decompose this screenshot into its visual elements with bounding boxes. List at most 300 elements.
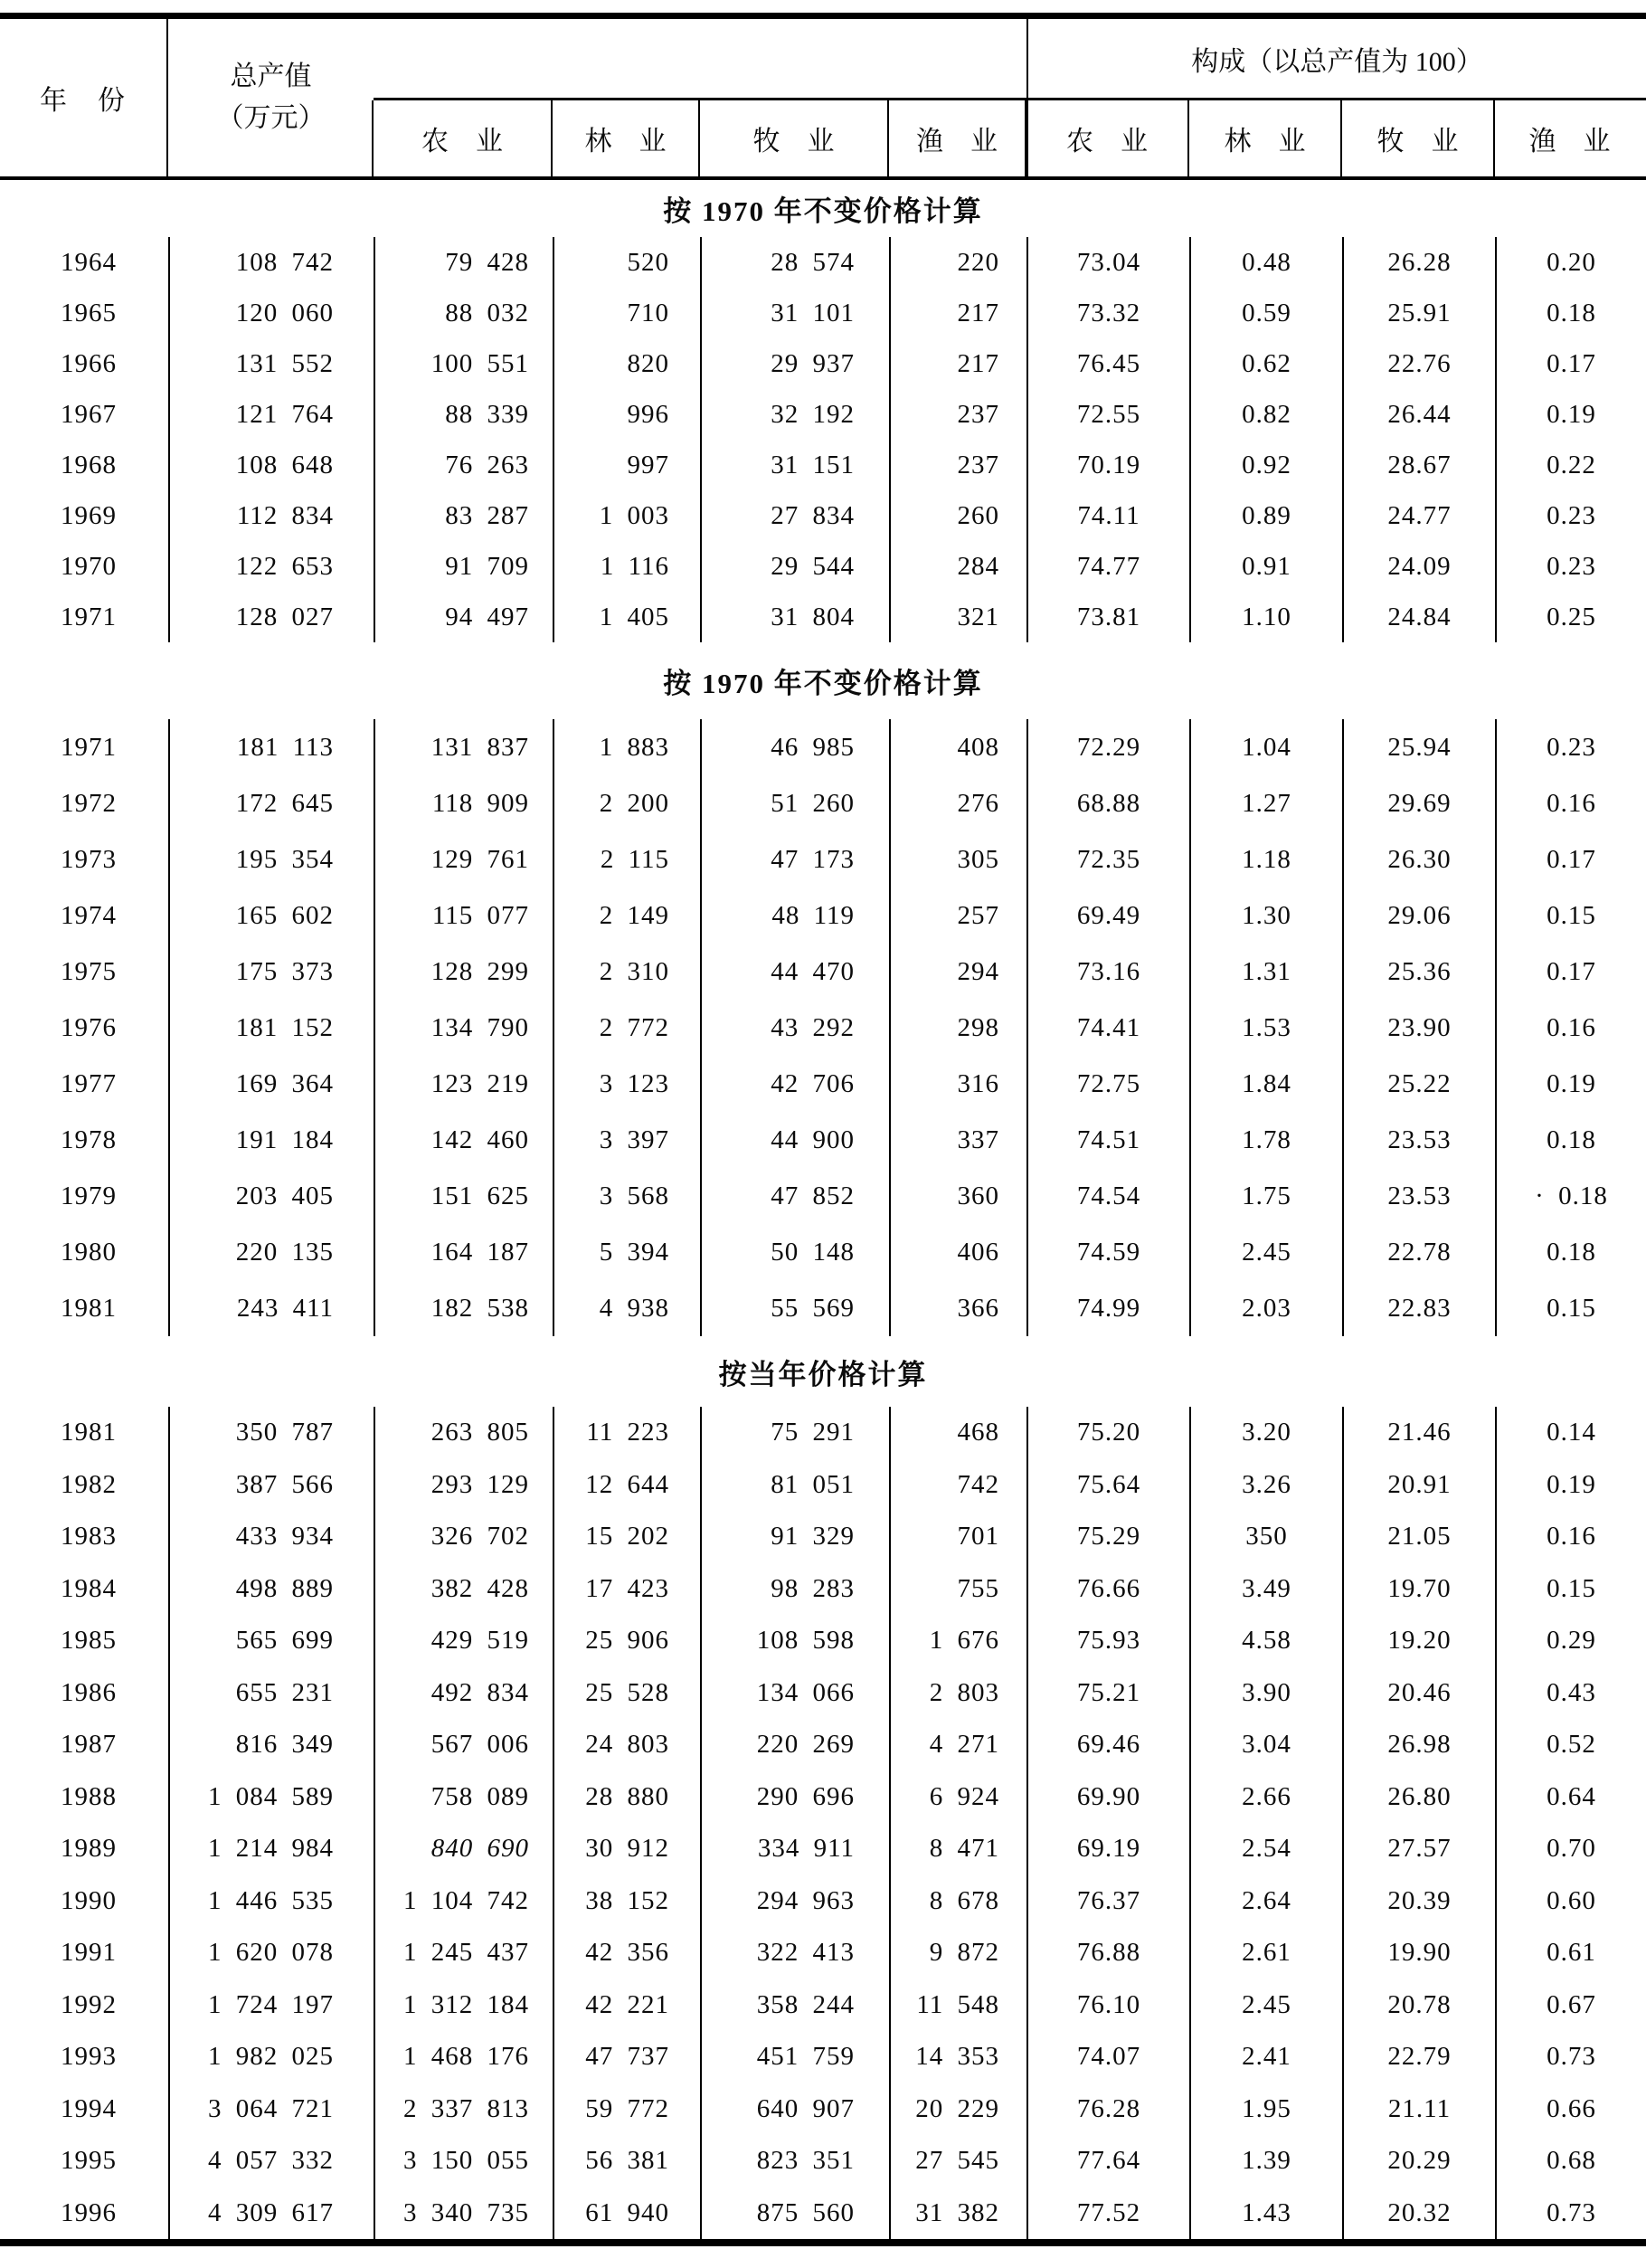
fishery-cell: 31 382 [889,2187,1026,2240]
year-cell: 1991 [61,1938,117,1968]
col-header-comp-fishery: 渔 业 [1493,100,1644,176]
comp-agriculture-cell: 74.11 [1026,490,1189,541]
comp-fishery-cell: 0.16 [1495,775,1646,831]
forestry-cell: 42 221 [553,1979,700,2032]
col-header-comp-forestry: 林 业 [1187,100,1340,176]
husbandry-cell: 640 907 [700,2083,889,2136]
forestry-cell: 30 912 [553,1823,700,1875]
year-cell: 1979 [61,1181,117,1210]
husbandry-cell: 50 148 [700,1224,889,1280]
fishery-cell: 237 [889,389,1026,440]
year-cell: 1971 [61,732,117,762]
forestry-cell: 12 644 [553,1459,700,1512]
comp-forestry-cell: 0.89 [1189,490,1342,541]
agriculture-cell: 131 837 [374,719,553,775]
comp-fishery-cell: 0.22 [1495,440,1646,490]
comp-fishery-cell: 0.67 [1495,1979,1646,2032]
total-output-cell: 181 152 [168,1000,374,1056]
table-row [0,1407,1646,1459]
agriculture-cell: 123 219 [374,1056,553,1112]
table-header [0,13,1646,180]
comp-agriculture-cell: 76.10 [1026,1979,1189,2032]
comp-husbandry-cell: 26.98 [1342,1719,1495,1771]
agriculture-cell: 115 077 [374,887,553,944]
forestry-cell: 2 200 [553,775,700,831]
total-output-cell: 191 184 [168,1112,374,1168]
forestry-cell: 17 423 [553,1563,700,1616]
comp-forestry-cell: 1.27 [1189,775,1342,831]
total-output-cell: 350 787 [168,1407,374,1459]
table-row [0,1927,1646,1979]
agriculture-cell: 2 337 813 [374,2083,553,2136]
comp-husbandry-cell: 24.77 [1342,490,1495,541]
total-output-cell: 1 214 984 [168,1823,374,1875]
agriculture-cell: 1 468 176 [374,2031,553,2083]
table-body [0,180,1646,2239]
husbandry-cell: 42 706 [700,1056,889,1112]
agriculture-cell: 100 551 [374,338,553,389]
comp-husbandry-cell: 23.90 [1342,1000,1495,1056]
comp-husbandry-cell: 20.32 [1342,2187,1495,2240]
comp-forestry-cell: 2.41 [1189,2031,1342,2083]
comp-forestry-cell: 2.66 [1189,1771,1342,1824]
table-row [0,1719,1646,1771]
fishery-cell: 408 [889,719,1026,775]
fishery-cell: 406 [889,1224,1026,1280]
fishery-cell: 701 [889,1511,1026,1563]
comp-fishery-cell: 0.18 [1495,1112,1646,1168]
comp-agriculture-cell: 69.90 [1026,1771,1189,1824]
agriculture-cell: 88 032 [374,288,553,338]
comp-agriculture-cell: 73.32 [1026,288,1189,338]
fishery-cell: 20 229 [889,2083,1026,2136]
col-header-fishery: 渔 业 [887,100,1025,176]
comp-husbandry-cell: 21.46 [1342,1407,1495,1459]
year-cell: 1992 [61,1989,117,2019]
comp-forestry-cell: 0.59 [1189,288,1342,338]
comp-husbandry-cell: 22.79 [1342,2031,1495,2083]
fishery-cell: 316 [889,1056,1026,1112]
table-row [0,541,1646,592]
forestry-cell: 42 356 [553,1927,700,1979]
total-output-header [168,19,374,176]
forestry-cell: 1 116 [553,541,700,592]
comp-fishery-cell: 0.23 [1495,719,1646,775]
comp-agriculture-cell: 75.93 [1026,1615,1189,1667]
comp-fishery-cell: 0.18 [1495,1224,1646,1280]
comp-forestry-cell: 2.54 [1189,1823,1342,1875]
agriculture-cell: 129 761 [374,831,553,887]
comp-agriculture-cell: 69.46 [1026,1719,1189,1771]
fishery-cell: 294 [889,944,1026,1000]
total-output-cell: 1 446 535 [168,1875,374,1928]
fishery-cell: 220 [889,237,1026,288]
forestry-cell: 3 568 [553,1168,700,1224]
agriculture-cell: 567 006 [374,1719,553,1771]
table-row [0,1979,1646,2032]
comp-agriculture-cell: 73.04 [1026,237,1189,288]
comp-fishery-cell: 0.73 [1495,2187,1646,2240]
comp-forestry-cell: 2.61 [1189,1927,1342,1979]
comp-agriculture-cell: 75.64 [1026,1459,1189,1512]
comp-agriculture-cell: 76.66 [1026,1563,1189,1616]
table-row [0,831,1646,887]
comp-fishery-cell: 0.61 [1495,1927,1646,1979]
section-title: 按 1970 年不变价格计算 [663,195,983,227]
comp-forestry-cell: 2.03 [1189,1280,1342,1336]
comp-husbandry-cell: 22.83 [1342,1280,1495,1336]
comp-husbandry-cell: 29.06 [1342,887,1495,944]
fishery-cell: 321 [889,592,1026,642]
forestry-cell: 61 940 [553,2187,700,2240]
comp-agriculture-cell: 68.88 [1026,775,1189,831]
comp-forestry-cell: 1.78 [1189,1112,1342,1168]
agriculture-cell: 79 428 [374,237,553,288]
comp-husbandry-cell: 29.69 [1342,775,1495,831]
fishery-cell: 8 471 [889,1823,1026,1875]
husbandry-cell: 358 244 [700,1979,889,2032]
forestry-cell: 2 115 [553,831,700,887]
year-cell: 1969 [61,500,117,530]
fishery-cell: 755 [889,1563,1026,1616]
comp-fishery-cell: 0.14 [1495,1407,1646,1459]
col-header-agriculture: 农 业 [372,100,551,176]
forestry-cell: 56 381 [553,2135,700,2187]
composition-group-header: 构成（以总产值为 100） [1191,46,1483,77]
table-row [0,719,1646,775]
total-output-cell: 816 349 [168,1719,374,1771]
forestry-cell: 1 003 [553,490,700,541]
comp-fishery-cell: 0.66 [1495,2083,1646,2136]
table-row [0,592,1646,642]
fishery-cell: 468 [889,1407,1026,1459]
total-output-cell: 203 405 [168,1168,374,1224]
year-cell: 1986 [61,1677,117,1707]
year-cell: 1967 [61,399,117,429]
comp-forestry-cell: 2.64 [1189,1875,1342,1928]
comp-forestry-cell: 1.43 [1189,2187,1342,2240]
table-row [0,944,1646,1000]
husbandry-cell: 29 544 [700,541,889,592]
total-output-cell: 108 742 [168,237,374,288]
comp-fishery-cell: 0.23 [1495,541,1646,592]
year-cell: 1977 [61,1068,117,1098]
husbandry-cell: 294 963 [700,1875,889,1928]
table-row [0,1771,1646,1824]
comp-fishery-cell: 0.64 [1495,1771,1646,1824]
year-cell: 1989 [61,1834,117,1864]
forestry-cell: 2 772 [553,1000,700,1056]
fishery-cell: 217 [889,288,1026,338]
fishery-cell: 6 924 [889,1771,1026,1824]
total-output-cell: 1 724 197 [168,1979,374,2032]
fishery-cell: 260 [889,490,1026,541]
forestry-cell: 47 737 [553,2031,700,2083]
forestry-cell: 28 880 [553,1771,700,1824]
comp-forestry-cell: 0.92 [1189,440,1342,490]
total-output-cell: 387 566 [168,1459,374,1512]
year-cell: 1968 [61,450,117,479]
fishery-cell: 9 872 [889,1927,1026,1979]
year-cell: 1981 [61,1293,117,1323]
forestry-cell: 3 123 [553,1056,700,1112]
fishery-cell: 742 [889,1459,1026,1512]
fishery-cell: 284 [889,541,1026,592]
husbandry-cell: 44 470 [700,944,889,1000]
year-cell: 1982 [61,1469,117,1499]
total-output-cell: 3 064 721 [168,2083,374,2136]
comp-husbandry-cell: 22.76 [1342,338,1495,389]
forestry-cell: 4 938 [553,1280,700,1336]
forestry-cell: 25 906 [553,1615,700,1667]
agriculture-cell: 94 497 [374,592,553,642]
col-header-comp-agriculture: 农 业 [1025,100,1187,176]
total-output-cell: 565 699 [168,1615,374,1667]
agriculture-cell: 91 709 [374,541,553,592]
fishery-cell: 1 676 [889,1615,1026,1667]
comp-husbandry-cell: 25.22 [1342,1056,1495,1112]
comp-husbandry-cell: 28.67 [1342,440,1495,490]
comp-husbandry-cell: 21.11 [1342,2083,1495,2136]
comp-agriculture-cell: 76.88 [1026,1927,1189,1979]
total-output-cell: 220 135 [168,1224,374,1280]
total-output-cell: 243 411 [168,1280,374,1336]
agriculture-cell: 1 245 437 [374,1927,553,1979]
comp-fishery-cell: 0.16 [1495,1511,1646,1563]
table-row [0,1667,1646,1720]
year-cell: 1965 [61,298,117,327]
comp-forestry-cell: 0.91 [1189,541,1342,592]
fishery-cell: 360 [889,1168,1026,1224]
husbandry-cell: 29 937 [700,338,889,389]
forestry-cell: 15 202 [553,1511,700,1563]
total-output-cell: 498 889 [168,1563,374,1616]
husbandry-cell: 220 269 [700,1719,889,1771]
agriculture-cell: 76 263 [374,440,553,490]
comp-husbandry-cell: 19.90 [1342,1927,1495,1979]
comp-fishery-cell: 0.17 [1495,944,1646,1000]
year-cell: 1981 [61,1418,117,1447]
comp-agriculture-cell: 75.29 [1026,1511,1189,1563]
comp-agriculture-cell: 72.35 [1026,831,1189,887]
forestry-cell: 1 405 [553,592,700,642]
husbandry-cell: 47 173 [700,831,889,887]
table-row [0,237,1646,288]
comp-forestry-cell: 3.26 [1189,1459,1342,1512]
table-row [0,1459,1646,1512]
year-cell: 1983 [61,1522,117,1552]
comp-fishery-cell: 0.15 [1495,1280,1646,1336]
husbandry-cell: 823 351 [700,2135,889,2187]
total-output-cell: 655 231 [168,1667,374,1720]
output-value-table [0,13,1646,2246]
forestry-cell: 996 [553,389,700,440]
comp-fishery-cell: 0.16 [1495,1000,1646,1056]
husbandry-cell: 47 852 [700,1168,889,1224]
total-output-cell: 131 552 [168,338,374,389]
comp-forestry-cell: 1.53 [1189,1000,1342,1056]
comp-husbandry-cell: 20.39 [1342,1875,1495,1928]
total-output-cell: 175 373 [168,944,374,1000]
fishery-cell: 298 [889,1000,1026,1056]
comp-forestry-cell: 1.30 [1189,887,1342,944]
comp-agriculture-cell: 72.55 [1026,389,1189,440]
comp-forestry-cell: 2.45 [1189,1224,1342,1280]
comp-fishery-cell: 0.17 [1495,831,1646,887]
table-row [0,2031,1646,2083]
comp-forestry-cell: 1.39 [1189,2135,1342,2187]
table-row [0,440,1646,490]
forestry-cell: 710 [553,288,700,338]
husbandry-cell: 48 119 [700,887,889,944]
husbandry-cell: 334 911 [700,1823,889,1875]
husbandry-cell: 55 569 [700,1280,889,1336]
comp-fishery-cell: 0.18 [1495,288,1646,338]
total-output-cell: 1 982 025 [168,2031,374,2083]
year-cell: 1974 [61,900,117,930]
comp-agriculture-cell: 74.59 [1026,1224,1189,1280]
comp-agriculture-cell: 75.20 [1026,1407,1189,1459]
husbandry-cell: 134 066 [700,1667,889,1720]
total-output-cell: 4 309 617 [168,2187,374,2240]
husbandry-cell: 31 804 [700,592,889,642]
total-output-cell: 4 057 332 [168,2135,374,2187]
comp-agriculture-cell: 77.64 [1026,2135,1189,2187]
husbandry-cell: 98 283 [700,1563,889,1616]
year-cell: 1988 [61,1781,117,1811]
comp-husbandry-cell: 26.80 [1342,1771,1495,1824]
comp-forestry-cell: 1.31 [1189,944,1342,1000]
table-row [0,2135,1646,2187]
comp-fishery-cell: 0.29 [1495,1615,1646,1667]
fishery-cell: 27 545 [889,2135,1026,2187]
bottom-rule [0,2239,1646,2246]
year-cell: 1964 [61,247,117,277]
comp-forestry-cell: 2.45 [1189,1979,1342,2032]
comp-fishery-cell: 0.15 [1495,1563,1646,1616]
husbandry-cell: 290 696 [700,1771,889,1824]
comp-husbandry-cell: 20.78 [1342,1979,1495,2032]
total-output-cell: 433 934 [168,1511,374,1563]
col-header-forestry: 林 业 [551,100,698,176]
comp-fishery-cell: 0.73 [1495,2031,1646,2083]
comp-husbandry-cell: 23.53 [1342,1168,1495,1224]
total-output-cell: 120 060 [168,288,374,338]
table-row [0,1280,1646,1336]
forestry-cell: 25 528 [553,1667,700,1720]
total-output-cell: 128 027 [168,592,374,642]
comp-forestry-cell: 1.10 [1189,592,1342,642]
comp-forestry-cell: 1.75 [1189,1168,1342,1224]
year-cell: 1976 [61,1012,117,1042]
comp-agriculture-cell: 77.52 [1026,2187,1189,2240]
total-output-cell: 112 834 [168,490,374,541]
comp-agriculture-cell: 73.16 [1026,944,1189,1000]
agriculture-cell: 83 287 [374,490,553,541]
comp-husbandry-cell: 22.78 [1342,1224,1495,1280]
husbandry-cell: 27 834 [700,490,889,541]
comp-fishery-cell: 0.20 [1495,237,1646,288]
agriculture-cell: 263 805 [374,1407,553,1459]
comp-agriculture-cell: 76.37 [1026,1875,1189,1928]
fishery-cell: 276 [889,775,1026,831]
comp-agriculture-cell: 73.81 [1026,592,1189,642]
year-cell: 1973 [61,844,117,874]
fishery-cell: 4 271 [889,1719,1026,1771]
table-row [0,2083,1646,2136]
comp-agriculture-cell: 74.07 [1026,2031,1189,2083]
total-output-cell: 165 602 [168,887,374,944]
total-output-cell: 121 764 [168,389,374,440]
forestry-cell: 2 310 [553,944,700,1000]
agriculture-cell: 118 909 [374,775,553,831]
comp-agriculture-cell: 72.29 [1026,719,1189,775]
fishery-cell: 14 353 [889,2031,1026,2083]
agriculture-cell: 326 702 [374,1511,553,1563]
comp-fishery-cell: 0.15 [1495,887,1646,944]
fishery-cell: 237 [889,440,1026,490]
total-output-cell: 1 084 589 [168,1771,374,1824]
year-cell: 1972 [61,788,117,818]
fishery-cell: 8 678 [889,1875,1026,1928]
forestry-cell: 997 [553,440,700,490]
forestry-cell: 520 [553,237,700,288]
forestry-cell: 3 397 [553,1112,700,1168]
table-row [0,1875,1646,1928]
agriculture-cell: 128 299 [374,944,553,1000]
husbandry-cell: 75 291 [700,1407,889,1459]
col-header-comp-husbandry: 牧 业 [1340,100,1493,176]
agriculture-cell: 3 150 055 [374,2135,553,2187]
year-cell: 1995 [61,2146,117,2176]
comp-forestry-cell: 1.84 [1189,1056,1342,1112]
comp-husbandry-cell: 26.44 [1342,389,1495,440]
table-row [0,389,1646,440]
comp-fishery-cell: 0.25 [1495,592,1646,642]
agriculture-cell: 382 428 [374,1563,553,1616]
comp-agriculture-cell: 69.49 [1026,887,1189,944]
table-row [0,1823,1646,1875]
husbandry-cell: 108 598 [700,1615,889,1667]
total-output-cell: 195 354 [168,831,374,887]
comp-husbandry-cell: 24.84 [1342,592,1495,642]
table-row [0,1000,1646,1056]
fishery-cell: 11 548 [889,1979,1026,2032]
husbandry-cell: 91 329 [700,1511,889,1563]
total-output-cell: 172 645 [168,775,374,831]
year-cell: 1971 [61,602,117,631]
comp-agriculture-cell: 70.19 [1026,440,1189,490]
comp-forestry-cell: 0.62 [1189,338,1342,389]
comp-fishery-cell: 0.19 [1495,1459,1646,1512]
year-cell: 1966 [61,348,117,378]
fishery-cell: 257 [889,887,1026,944]
comp-fishery-cell: 0.70 [1495,1823,1646,1875]
agriculture-cell: 840 690 [374,1823,553,1875]
total-output-cell: 169 364 [168,1056,374,1112]
comp-forestry-cell: 0.48 [1189,237,1342,288]
comp-agriculture-cell: 74.51 [1026,1112,1189,1168]
agriculture-cell: 1 104 742 [374,1875,553,1928]
comp-husbandry-cell: 25.94 [1342,719,1495,775]
fishery-cell: 305 [889,831,1026,887]
fishery-cell: 366 [889,1280,1026,1336]
forestry-cell: 38 152 [553,1875,700,1928]
forestry-cell: 11 223 [553,1407,700,1459]
comp-agriculture-cell: 74.99 [1026,1280,1189,1336]
comp-fishery-cell: 0.23 [1495,490,1646,541]
comp-husbandry-cell: 25.91 [1342,288,1495,338]
